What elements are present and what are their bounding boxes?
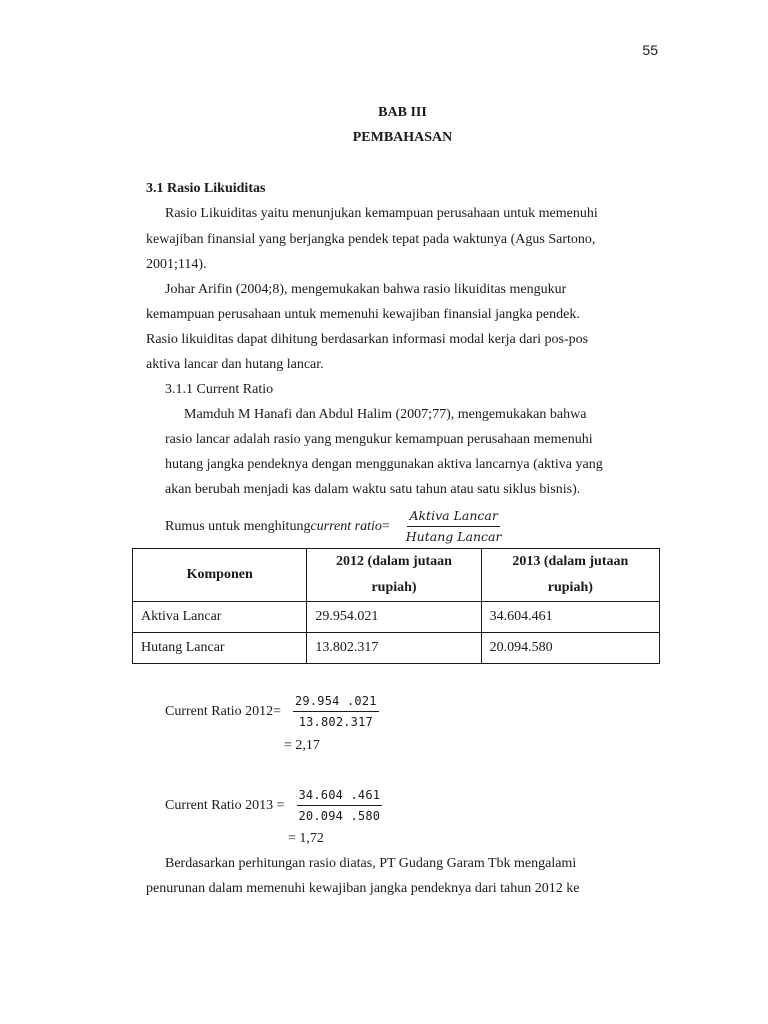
subsection-heading: 3.1.1 Current Ratio xyxy=(165,382,274,397)
paragraph-line: Rasio Likuiditas yaitu menunjukan kemampuan perusahaan untuk memenuhi xyxy=(165,206,598,221)
paragraph-line: hutang jangka pendeknya dengan menggunakan aktiva lancarnya (aktiva yang xyxy=(165,457,603,472)
table-header-2013 xyxy=(481,549,659,602)
chapter-label: BAB III xyxy=(378,105,427,120)
paragraph-line: 2001;114). xyxy=(146,257,207,272)
formula-denominator: Hutang Lancar xyxy=(405,529,502,544)
header-line: rupiah) xyxy=(371,580,417,595)
paragraph-line: Johar Arifin (2004;8), mengemukakan bahwa rasio likuiditas mengukur xyxy=(165,282,567,297)
table-cell: 13.802.317 xyxy=(307,633,481,664)
paragraph-line: penurunan dalam memenuhi kewajiban jangka pendeknya dari tahun 2012 ke xyxy=(146,881,580,896)
formula-numerator: Aktiva Lancar xyxy=(407,507,499,527)
paragraph-line: kemampuan perusahaan untuk memenuhi kewajiban finansial jangka pendek. xyxy=(146,307,580,322)
table-header-2012 xyxy=(307,549,481,602)
paragraph-line: aktiva lancar dan hutang lancar. xyxy=(146,357,324,372)
header-line: 2013 (dalam jutaan xyxy=(512,554,629,569)
page-number: 55 xyxy=(642,42,658,58)
calc-2012-numerator: 29.954 .021 xyxy=(293,692,379,712)
formula-equals: = xyxy=(381,518,390,534)
table-cell: Aktiva Lancar xyxy=(133,602,307,633)
table-cell: Hutang Lancar xyxy=(133,633,307,664)
formula-lead: Rumus untuk menghitung xyxy=(165,518,311,534)
chapter-title: PEMBAHASAN xyxy=(352,130,453,145)
calc-2012-denominator: 13.802.317 xyxy=(298,715,373,729)
liquidity-table xyxy=(132,548,660,664)
header-line: Komponen xyxy=(186,567,253,582)
formula-term: current ratio xyxy=(310,518,382,534)
table-header-row xyxy=(133,549,660,602)
section-heading: 3.1 Rasio Likuiditas xyxy=(146,181,266,196)
table-cell: 20.094.580 xyxy=(481,633,659,664)
paragraph-line: Mamduh M Hanafi dan Abdul Halim (2007;77), mengemukakan bahwa xyxy=(184,407,587,422)
calc-2012-fraction xyxy=(293,692,379,731)
table-cell: 29.954.021 xyxy=(307,602,481,633)
current-ratio-formula xyxy=(165,507,503,546)
header-line: 2012 (dalam jutaan xyxy=(336,554,452,569)
calc-2012 xyxy=(165,692,379,731)
calc-2012-label: Current Ratio 2012= xyxy=(165,703,281,719)
table-cell: 34.604.461 xyxy=(481,602,659,633)
paragraph-line: Berdasarkan perhitungan rasio diatas, PT Gudang Garam Tbk mengalami xyxy=(165,856,577,871)
paragraph-line: kewajiban finansial yang berjangka pendek tepat pada waktunya (Agus Sartono, xyxy=(146,232,596,247)
calc-2013-fraction xyxy=(297,786,383,825)
formula-fraction xyxy=(404,507,504,546)
table-row xyxy=(133,633,660,664)
table-header-component xyxy=(133,549,307,602)
table-row xyxy=(133,602,660,633)
calc-2013-denominator: 20.094 .580 xyxy=(298,809,381,823)
calc-2013-numerator: 34.604 .461 xyxy=(297,786,383,806)
paragraph-line: rasio lancar adalah rasio yang mengukur kemampuan perusahaan memenuhi xyxy=(165,432,593,447)
paragraph-line: akan berubah menjadi kas dalam waktu satu tahun atau satu siklus bisnis). xyxy=(165,482,581,497)
paragraph-line: Rasio likuiditas dapat dihitung berdasarkan informasi modal kerja dari pos-pos xyxy=(146,332,589,347)
calc-2013-label: Current Ratio 2013 = xyxy=(165,797,285,813)
calc-2012-result: = 2,17 xyxy=(284,738,320,753)
calc-2013 xyxy=(165,786,382,825)
calc-2013-result: = 1,72 xyxy=(288,831,324,846)
header-line: rupiah) xyxy=(547,580,593,595)
